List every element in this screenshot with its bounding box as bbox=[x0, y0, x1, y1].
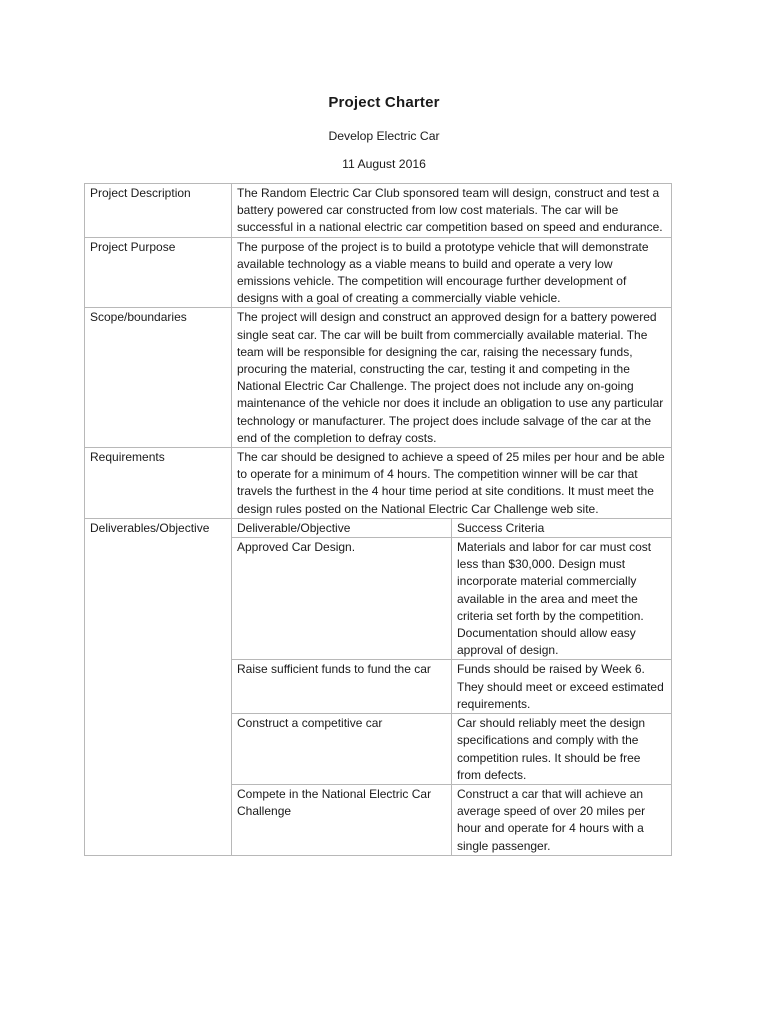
row-label: Project Description bbox=[85, 184, 232, 238]
deliverable-cell: Construct a competitive car bbox=[232, 714, 452, 785]
table-row-description bbox=[85, 184, 672, 238]
document-title: Project Charter bbox=[328, 94, 440, 111]
row-label: Requirements bbox=[85, 448, 232, 519]
deliverable-cell: Compete in the National Electric Car Challenge bbox=[232, 784, 452, 855]
row-label: Deliverables/Objective bbox=[85, 518, 232, 855]
column-header-deliverable: Deliverable/Objective bbox=[232, 518, 452, 537]
document-date: 11 August 2016 bbox=[342, 157, 426, 171]
table-row-deliverables-header bbox=[85, 518, 672, 537]
success-criteria-cell: Funds should be raised by Week 6. They should meet or exceed estimated requirements. bbox=[452, 660, 672, 714]
row-text: The car should be designed to achieve a speed of 25 miles per hour and be able to operate for a minimum of 4 hours. The competition winner will be car that travels the furthest in the 4 hour time period at site conditions. It must meet the design rules posted on the National Electric Car Challenge web site. bbox=[232, 448, 672, 519]
table-row-requirements bbox=[85, 448, 672, 519]
success-criteria-cell: Car should reliably meet the design specifications and comply with the competition rules. It should be free from defects. bbox=[452, 714, 672, 785]
success-criteria-cell: Construct a car that will achieve an average speed of over 20 miles per hour and operate for 4 hours with a single passenger. bbox=[452, 784, 672, 855]
deliverable-cell: Raise sufficient funds to fund the car bbox=[232, 660, 452, 714]
row-label: Project Purpose bbox=[85, 237, 232, 308]
table-row-purpose bbox=[85, 237, 672, 308]
row-label: Scope/boundaries bbox=[85, 308, 232, 448]
table-row-scope bbox=[85, 308, 672, 448]
charter-table bbox=[84, 183, 672, 856]
column-header-success-criteria: Success Criteria bbox=[452, 518, 672, 537]
row-text: The project will design and construct an approved design for a battery powered single seat car. The car will be built from commercially available material. The team will be responsible for designing the car, raising the necessary funds, procuring the material, constructing the car, testing it and competing in the National Electric Car Challenge. The project does not include any on-going maintenance of the vehicle nor does it include an obligation to use any particular technology or manufacturer. The project does include salvage of the car at the end of the completion to defray costs. bbox=[232, 308, 672, 448]
row-text: The purpose of the project is to build a prototype vehicle that will demonstrate available technology as a viable means to build and operate a very low emissions vehicle. The competition will encourage further development of designs with a goal of creating a commercially viable vehicle. bbox=[232, 237, 672, 308]
document-subtitle: Develop Electric Car bbox=[328, 129, 440, 143]
success-criteria-cell: Materials and labor for car must cost less than $30,000. Design must incorporate material commercially available in the area and meet the criteria set forth by the competition. Documentation should allow easy approval of design. bbox=[452, 538, 672, 660]
row-text: The Random Electric Car Club sponsored team will design, construct and test a battery powered car constructed from low cost materials. The car will be successful in a national electric car competition based on speed and endurance. bbox=[232, 184, 672, 238]
deliverable-cell: Approved Car Design. bbox=[232, 538, 452, 660]
